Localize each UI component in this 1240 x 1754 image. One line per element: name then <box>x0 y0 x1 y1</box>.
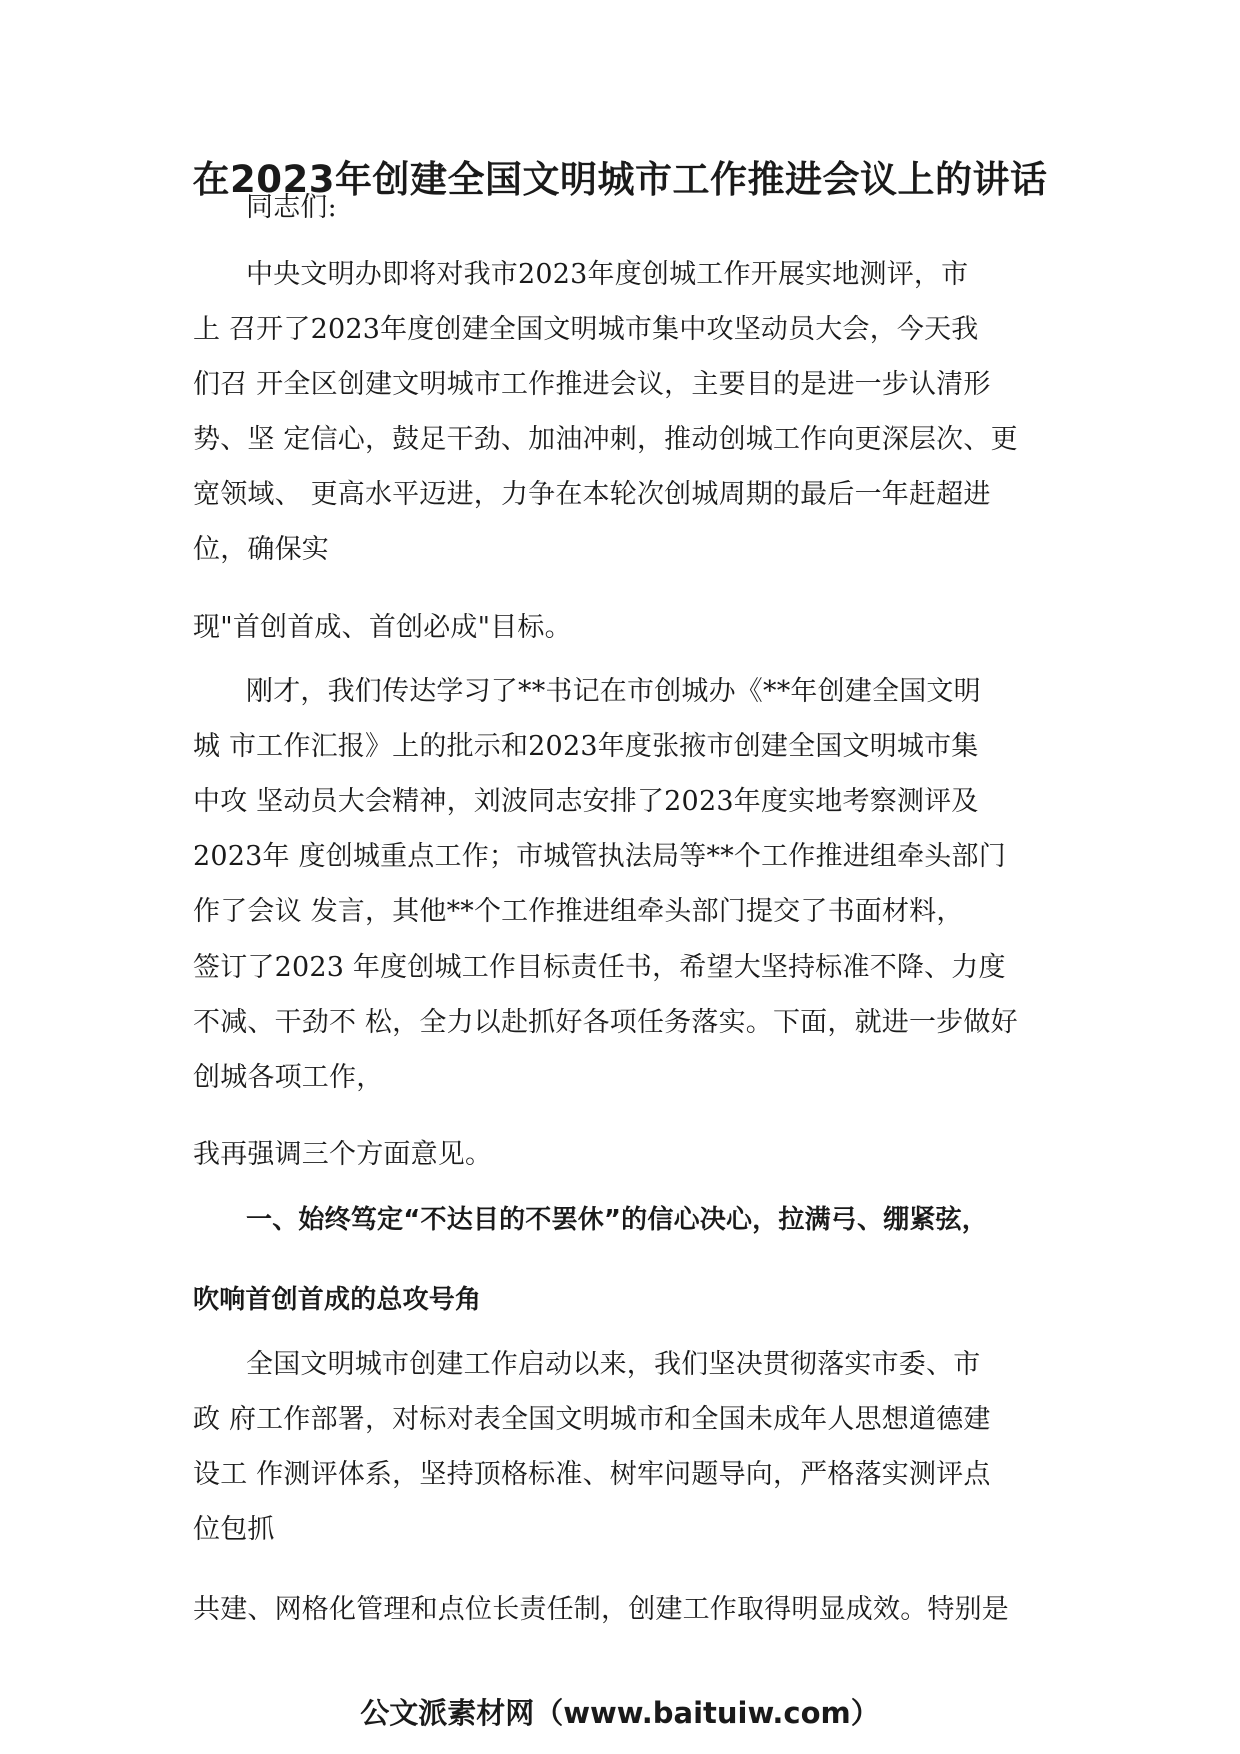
text-line: 上 召开了2023年度创建全国文明城市集中攻坚动员大会，今天我 <box>193 314 979 345</box>
text-line: 设工 作测评体系，坚持顶格标准、树牢问题导向，严格落实测评点 <box>193 1459 991 1490</box>
document-title: 在2023年创建全国文明城市工作推进会议上的讲话 <box>192 158 1048 201</box>
salutation: 同志们: <box>246 192 337 223</box>
text-line: 中攻 坚动员大会精神，刘波同志安排了2023年度实地考察测评及 <box>193 786 979 817</box>
text-line: 现"首创首成、首创必成"目标。 <box>193 612 572 643</box>
text-line: 创城各项工作， <box>193 1062 384 1093</box>
text-line: 宽领域、 更高水平迈进，力争在本轮次创城周期的最后一年赶超进 <box>193 479 991 510</box>
text-line: 不减、干劲不 松，全力以赴抓好各项任务落实。下面，就进一步做好 <box>193 1007 1018 1038</box>
text-line: 中央文明办即将对我市2023年度创城工作开展实地测评，市 <box>246 259 969 290</box>
text-line: 我再强调三个方面意见。 <box>193 1139 493 1170</box>
text-line: 政 府工作部署，对标对表全国文明城市和全国未成年人思想道德建 <box>193 1404 991 1435</box>
text-line: 刚才，我们传达学习了**书记在市创城办《**年创建全国文明 <box>246 676 981 707</box>
footer-watermark: 公文派素材网（www.baituiw.com） <box>360 1696 880 1730</box>
section-heading: 一、始终笃定“不达目的不罢休”的信心决心，拉满弓、绷紧弦， <box>246 1205 988 1235</box>
text-line: 势、坚 定信心，鼓足干劲、加油冲刺，推动创城工作向更深层次、更 <box>193 424 1018 455</box>
text-line: 们召 开全区创建文明城市工作推进会议，主要目的是进一步认清形 <box>193 369 991 400</box>
text-line: 位包抓 <box>193 1514 275 1545</box>
text-line: 全国文明城市创建工作启动以来，我们坚决贯彻落实市委、市 <box>246 1349 981 1380</box>
text-line: 城 市工作汇报》上的批示和2023年度张掖市创建全国文明城市集 <box>193 731 979 762</box>
text-line: 共建、网格化管理和点位长责任制，创建工作取得明显成效。特别是 <box>193 1594 1009 1625</box>
text-line: 2023年 度创城重点工作；市城管执法局等**个工作推进组牵头部门 <box>193 841 1006 872</box>
text-line: 位，确保实 <box>193 534 329 565</box>
section-heading: 吹响首创首成的总攻号角 <box>193 1285 482 1315</box>
text-line: 签订了2023 年度创城工作目标责任书，希望大坚持标准不降、力度 <box>193 952 1006 983</box>
text-line: 作了会议 发言，其他**个工作推进组牵头部门提交了书面材料， <box>193 896 964 927</box>
